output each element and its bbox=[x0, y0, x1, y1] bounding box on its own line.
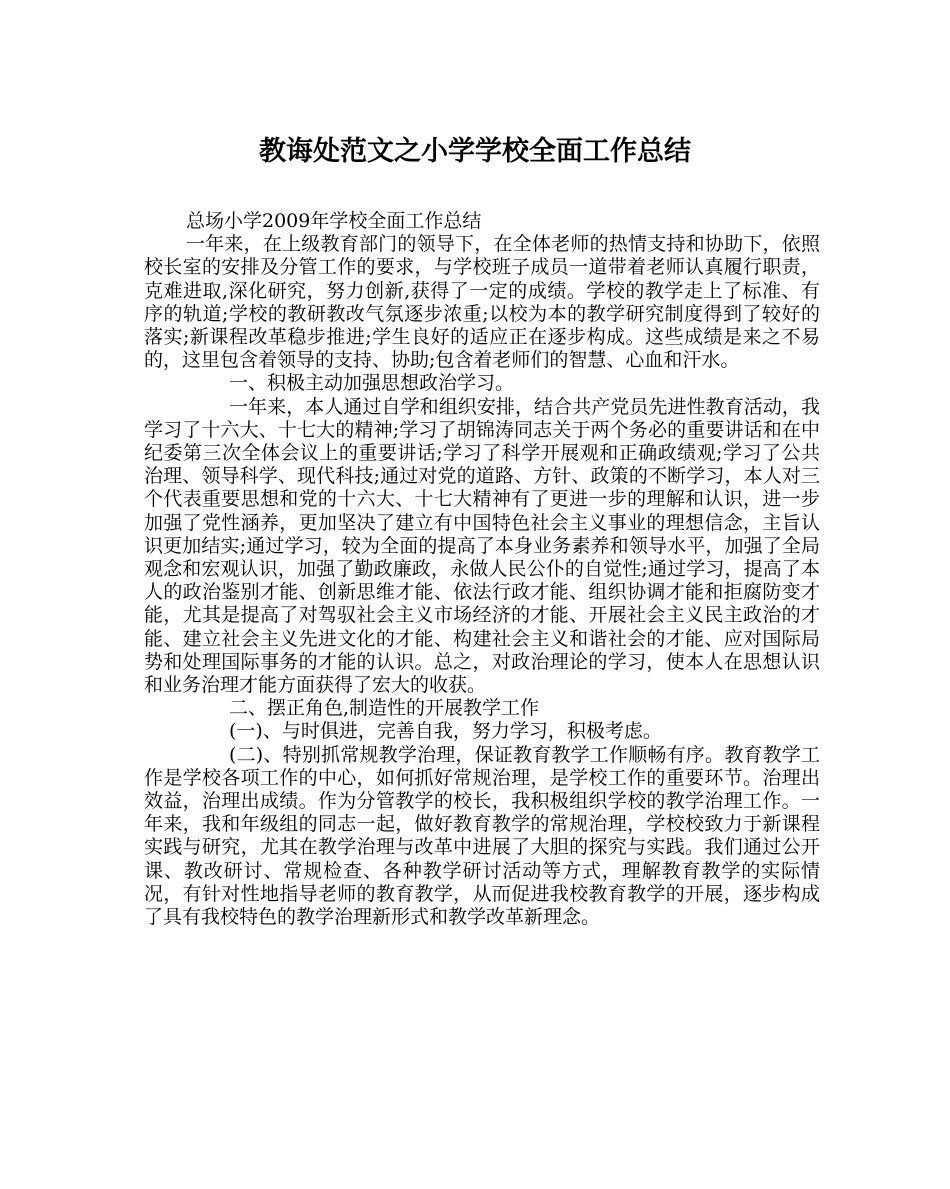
document-title: 教诲处范文之小学学校全面工作总结 bbox=[259, 136, 691, 167]
section-heading-2: 二、摆正角色,制造性的开展教学工作 bbox=[229, 697, 540, 720]
section-1-paragraph: 一年来，本人通过自学和组织安排，结合共产党员先进性教育活动，我学习了十六大、十七大的精神;学习了胡锦涛同志关于两个务必的重要讲话和在中纪委第三次全体会议上的重要讲话;学习了科学开展观和正确政绩观;学习了公共治理、领导科学、现代科技;通过对党的道路、方针、政策的不断学习，本人对三个代表重要思想和党的十六大、十七大精神有了更进一步的理解和认识，进一步加强了党性涵养，更加坚决了建立有中国特色社会主义事业的理想信念，主旨认识更加结实;通过学习，较为全面的提高了本身业务素养和领导水平，加强了全局观念和宏观认识，加强了勤政廉政，永做人民公仆的自觉性;通过学习，提高了本人的政治鉴别才能、创新思维才能、依法行政才能、组织协调才能和拒腐防变才能，尤其是提高了对驾驭社会主义市场经济的才能、开展社会主义民主政治的才能、建立社会主义先进文化的才能、构建社会主义和谐社会的才能、应对国际局势和处理国际事务的才能的认识。总之，对政治理论的学习，使本人在思想认识和业务治理才能方面获得了宏大的收获。 bbox=[144, 395, 820, 697]
subsection-2-paragraph: (二)、特别抓常规教学治理，保证教育教学工作顺畅有序。教育教学工作是学校各项工作的中心，如何抓好常规治理，是学校工作的重要环节。治理出效益，治理出成绩。作为分管教学的校长，我积极组织学校的教学治理工作。一年来，我和年级组的同志一起，做好教育教学的常规治理，学校校致力于新课程实践与研究，尤其在教学治理与改革中进展了大胆的探究与实践。我们通过公开课、教改研讨、常规检查、各种教学研讨活动等方式，理解教育教学的实际情况，有针对性地指导老师的教育教学，从而促进我校教育教学的开展，逐步构成了具有我校特色的教学治理新形式和教学改革新理念。 bbox=[144, 743, 820, 929]
subtitle-paragraph: 总场小学2009年学校全面工作总结 bbox=[186, 210, 482, 232]
subsection-heading-1: (一)、与时俱进，完善自我，努力学习，积极考虑。 bbox=[229, 720, 662, 743]
section-heading-1: 一、积极主动加强思想政治学习。 bbox=[229, 372, 515, 395]
document-body bbox=[144, 210, 820, 929]
intro-paragraph: 一年来，在上级教育部门的领导下，在全体老师的热情支持和协助下，依照校长室的安排及分管工作的要求，与学校班子成员一道带着老师认真履行职责，克难进取,深化研究，努力创新,获得了一定的成绩。学校的教学走上了标准、有序的轨道;学校的教研教改气氛逐步浓重;以校为本的教学研究制度得到了较好的落实;新课程改革稳步推进;学生良好的适应正在逐步构成。这些成绩是来之不易的，这里包含着领导的支持、协助;包含着老师们的智慧、心血和汗水。 bbox=[144, 233, 820, 372]
